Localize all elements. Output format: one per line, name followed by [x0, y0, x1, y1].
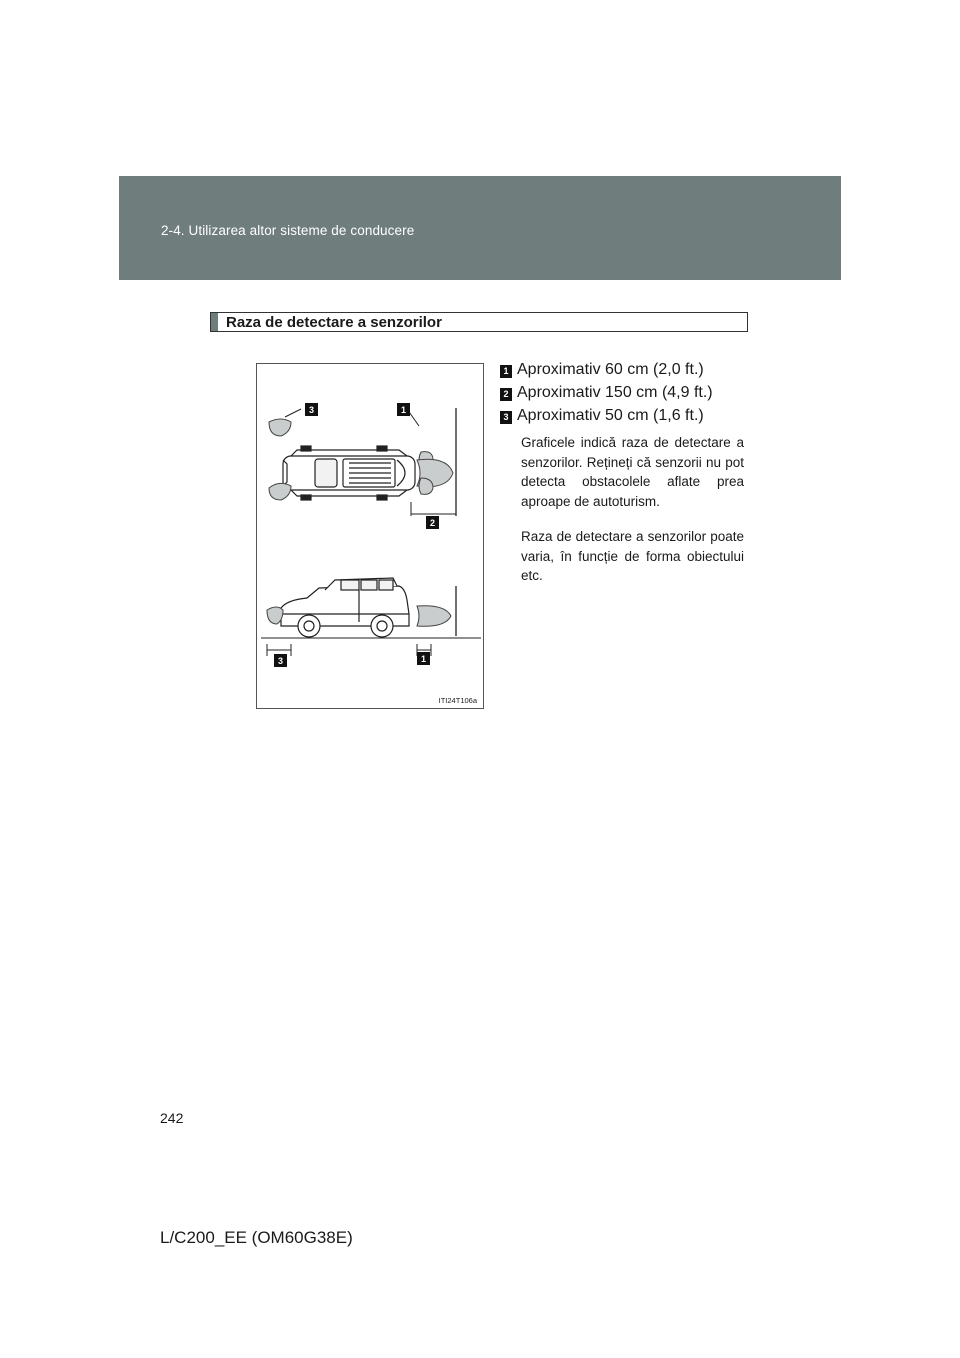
callout-badges-side [274, 652, 430, 667]
header-band [119, 176, 841, 280]
number-badge: 3 [500, 411, 512, 424]
title-accent-bar [211, 313, 218, 331]
number-badge: 2 [500, 388, 512, 401]
callout-3-top: 3 [308, 405, 315, 415]
sensor-range-figure [256, 363, 484, 709]
page-number: 242 [160, 1110, 184, 1126]
legend-text: Aproximativ 150 cm (4,9 ft.) [517, 384, 713, 401]
legend-item [500, 361, 750, 383]
section-header: 2-4. Utilizarea altor sisteme de conducere [161, 223, 415, 238]
callout-3-side: 3 [277, 656, 284, 666]
section-title-box [210, 312, 748, 332]
callout-2: 2 [429, 518, 436, 528]
side-view-car [281, 578, 409, 637]
document-code: L/C200_EE (OM60G38E) [160, 1228, 353, 1247]
callout-1-side: 1 [420, 654, 427, 664]
figure-code: ITI24T106a [438, 696, 477, 705]
legend-item [500, 384, 750, 406]
description-paragraph: Graficele indică raza de detectare a senzorilor. Rețineți că senzorii nu pot detecta obstacolele aflate prea aproape de autoturism. [521, 435, 744, 509]
callout-1-top: 1 [400, 405, 407, 415]
note-paragraph: Raza de detectare a senzorilor poate varia, în funcție de forma obiectului etc. [521, 529, 744, 583]
legend-list [500, 361, 750, 430]
legend-text: Aproximativ 60 cm (2,0 ft.) [517, 361, 704, 378]
sensor-range-diagram [257, 364, 485, 710]
legend-item [500, 407, 750, 429]
number-badge: 1 [500, 365, 512, 378]
top-view-car [283, 446, 415, 500]
section-title: Raza de detectare a senzorilor [226, 314, 442, 331]
legend-text: Aproximativ 50 cm (1,6 ft.) [517, 407, 704, 424]
